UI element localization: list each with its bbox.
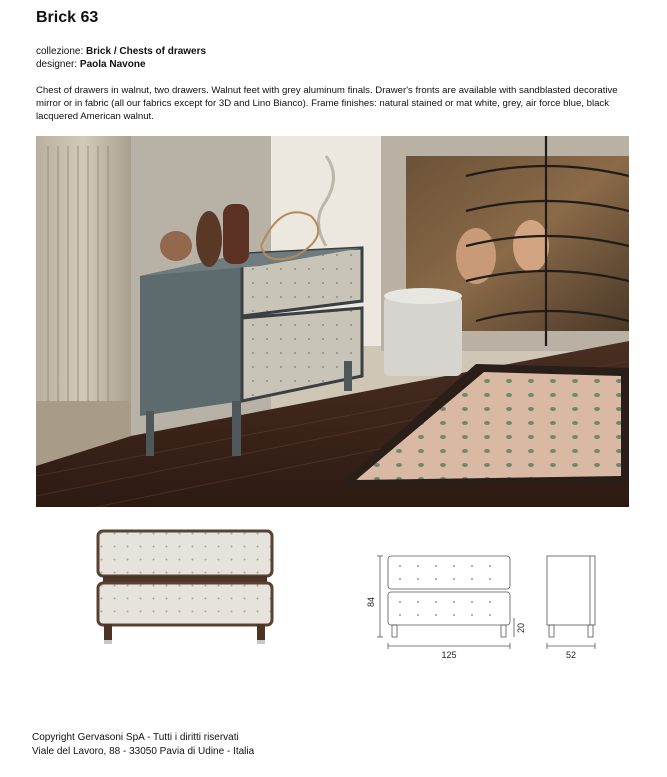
collection-value: Brick / Chests of drawers <box>86 46 207 57</box>
designer-value: Paola Navone <box>79 59 146 70</box>
dim-width-label: 125 <box>441 650 457 660</box>
footer-copyright: Copyright Gervasoni SpA - Tutti i diritti riservati <box>32 732 239 743</box>
page-title: Brick 63 <box>36 9 99 26</box>
interior-photo <box>36 136 629 507</box>
product-meta <box>36 45 206 71</box>
front-view-drawing <box>362 552 532 667</box>
collection-line <box>36 45 206 58</box>
dim-depth-label: 52 <box>565 650 577 660</box>
collection-label: collezione: <box>36 46 87 57</box>
designer-line <box>36 58 206 71</box>
footer-address: Viale del Lavoro, 88 - 33050 Pavia di Udine - Italia <box>32 746 255 757</box>
product-description: Chest of drawers in walnut, two drawers. Walnut feet with grey aluminum finals. Drawer's fronts are available with sandblasted decorative mirror or in fabric (all our fabrics except for 3D and Lino Bianco). Frame finishes: natural stained or mat white, grey, air force blue, black lacquered American walnut. <box>36 85 618 123</box>
designer-label: designer: <box>36 59 80 70</box>
side-view-drawing <box>535 552 605 667</box>
dim-height-label: 84 <box>366 596 376 608</box>
dim-feet-height-label: 20 <box>516 622 526 634</box>
footer <box>32 731 254 759</box>
product-image <box>95 527 275 649</box>
